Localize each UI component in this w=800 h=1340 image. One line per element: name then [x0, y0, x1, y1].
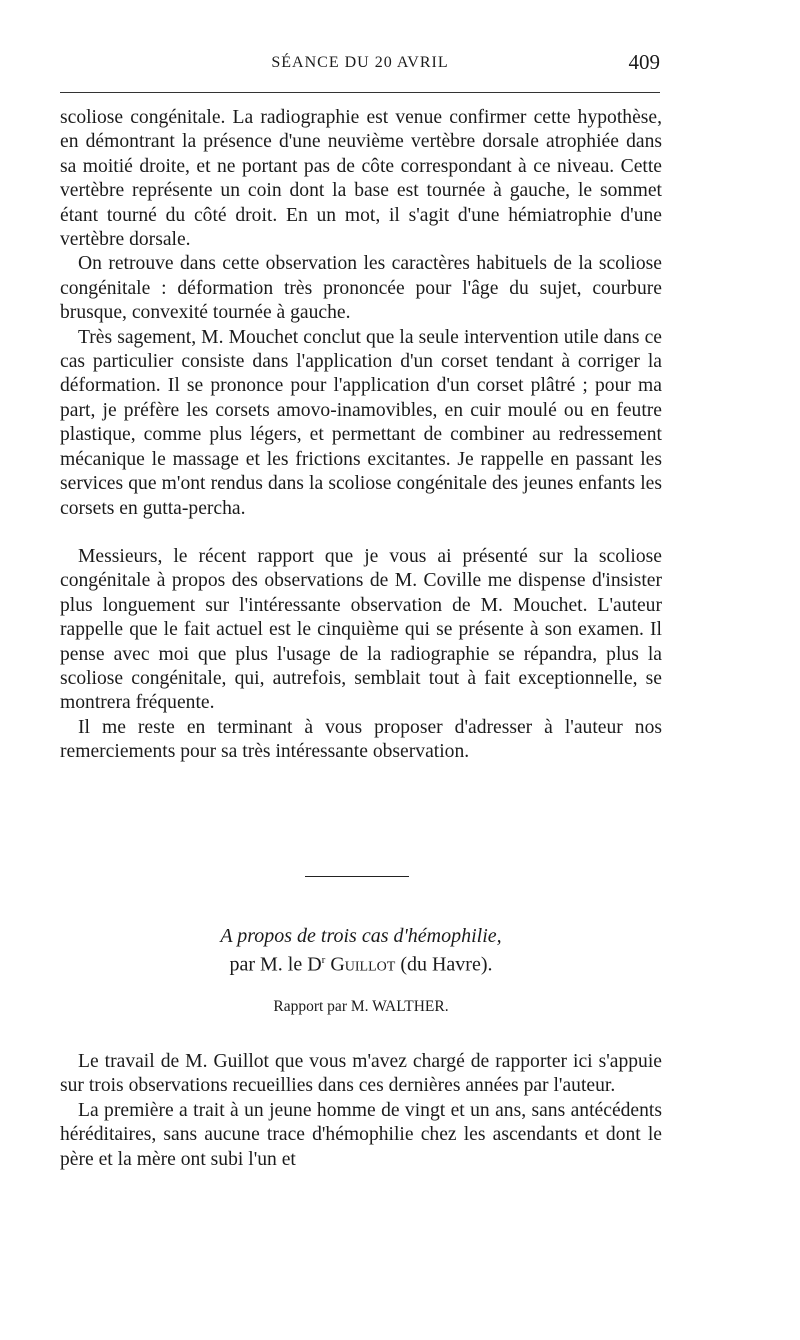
paragraph: Il me reste en terminant à vous proposer d'adresser à l'auteur nos remerciements pour sa très intéressante observation. [60, 716, 662, 763]
author-name: Guillot [330, 953, 396, 976]
author-location: (du Havre). [400, 953, 493, 976]
paragraph: On retrouve dans cette observation les caractères habituels de la scoliose congénitale : déformation très prononcée pour l'âge du sujet, courbure brusque, convexité tournée à gauche. [60, 253, 662, 324]
author-title-sup: r [321, 954, 326, 966]
paragraph-gap [60, 521, 662, 545]
running-title: SÉANCE DU 20 AVRIL [271, 54, 449, 71]
author-prefix: par M. le D [229, 953, 322, 976]
paragraph: Le travail de M. Guillot que vous m'avez chargé de rapporter ici s'appuie sur trois observations recueillies dans ces dernières années par l'auteur. [60, 1051, 662, 1097]
report-byline: Rapport par M. WALTHER. [273, 998, 449, 1015]
page-number: 409 [628, 50, 660, 74]
body-text-top [60, 106, 662, 765]
paragraph-continuation: scoliose congénitale. La radiographie est venue confirmer cette hypothèse, en démontrant la présence d'une neuvième vertèbre dorsale atrophiée dans sa moitié droite, et ne portant pas de côte correspondant à ce niveau. Cette vertèbre représente un coin dont la base est tournée à gauche, le sommet étant tourné du côté droit. En un mot, il s'agit d'une hémiatrophie d'une vertèbre dorsale. [60, 107, 662, 251]
paragraph: La première a trait à un jeune homme de vingt et un ans, sans antécédents héréditaires, sans aucune trace d'hémophilie chez les ascendants et dont le père et la mère ont subi l'un et [60, 1099, 662, 1170]
article-title [60, 924, 662, 977]
paragraph: Messieurs, le récent rapport que je vous ai présenté sur la scoliose congénitale à propos des observations de M. Coville me dispense d'insister plus longuement sur l'intéressante observation de M. Mouchet. L'auteur rappelle que le fait actuel est le cinquième qui se présente à son examen. Il pense avec moi que plus l'usage de la radiographie se répandra, plus la scoliose congénitale, qui, autrefois, semblait tout à fait exceptionnelle, se montrera fréquente. [60, 545, 662, 714]
article-title-line2 [60, 948, 662, 977]
section-divider [305, 876, 409, 877]
article-title-line1: A propos de trois cas d'hémophilie, [220, 925, 502, 947]
running-header [60, 50, 660, 78]
header-rule [60, 92, 660, 93]
paragraph: Très sagement, M. Mouchet conclut que la seule intervention utile dans ce cas particulier consiste dans l'application d'un corset tendant à corriger la déformation. Il se prononce pour l'application d'un corset plâtré ; pour ma part, je préfère les corsets amovo-inamovibles, en cuir moulé ou en feutre plastique, comme plus légers, et permettant de combiner au redressement mécanique le massage et les frictions excitantes. Je rappelle en passant les services que m'ont rendus dans la scoliose congénitale des jeunes enfants les corsets en gutta-percha. [60, 326, 662, 519]
body-text-bottom [60, 1050, 662, 1172]
